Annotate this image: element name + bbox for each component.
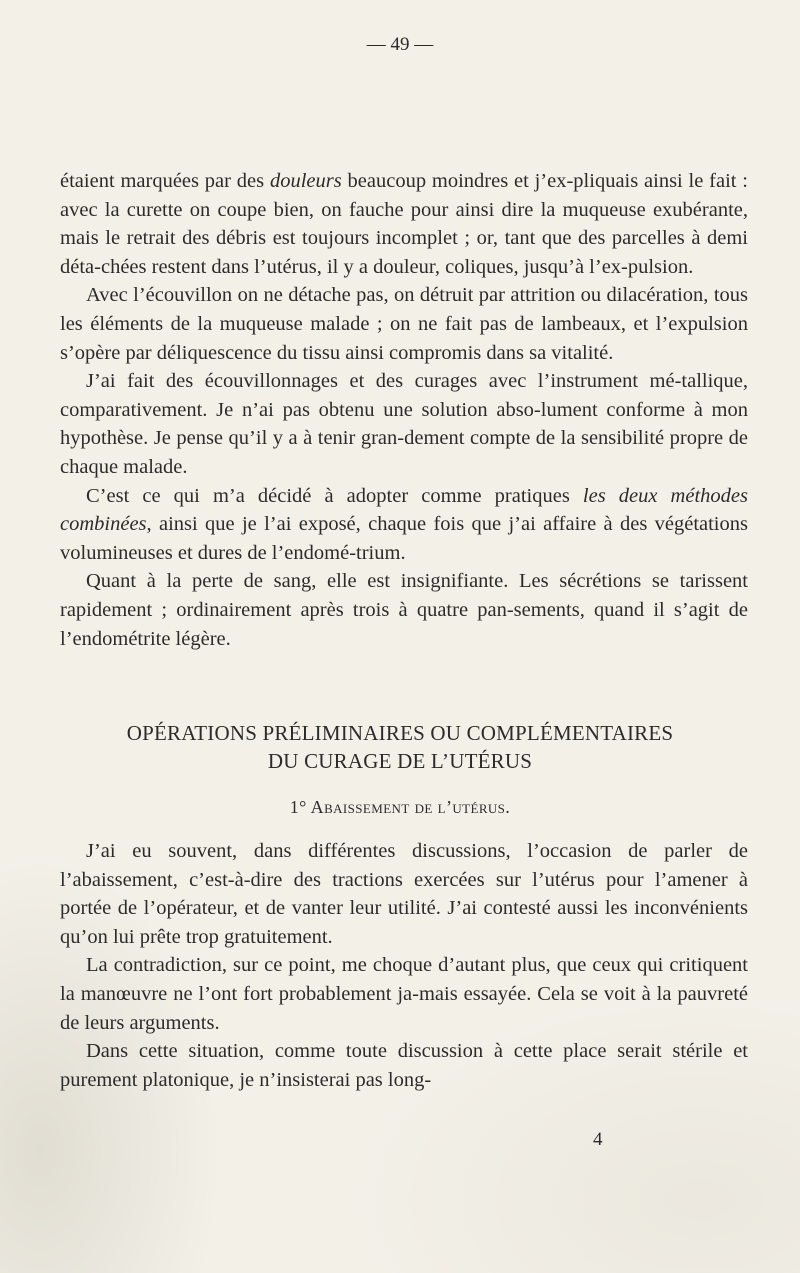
subsection-heading: 1° Abaissement de l’utérus. bbox=[289, 797, 511, 817]
paragraph-perte-de-sang: Quant à la perte de sang, elle est insignifiante. Les sécrétions se tarissent rapidement ; ordinairement après trois à quatre pan-sements, quand il s’agit de l’endométrite légère. bbox=[60, 570, 748, 650]
paragraph-abaissement: J’ai eu souvent, dans différentes discussions, l’occasion de parler de l’abaissement, c’est-à-dire des tractions exercées sur l’utérus pour l’amener à portée de l’opérateur, et de vanter leur utilité. J’ai contesté aussi les inconvénients qu’on lui prête trop gratuitement. bbox=[60, 840, 748, 948]
paragraph-situation: Dans cette situation, comme toute discussion à cette place serait stérile et purement platonique, je n’insisterai pas long- bbox=[60, 1040, 748, 1091]
section-heading-line-2: DU CURAGE DE L’UTÉRUS bbox=[267, 749, 533, 773]
paragraph-ecouvillon: Avec l’écouvillon on ne détache pas, on détruit par attrition ou dilacération, tous les éléments de la muqueuse malade ; on ne fait pas de lambeaux, et l’expulsion s’opère par déliquescence du tissu ainsi compromis dans sa vitalité. bbox=[60, 284, 748, 364]
paragraph-ecouvillonnages: J’ai fait des écouvillonnages et des curages avec l’instrument mé-tallique, comparativement. Je n’ai pas obtenu une solution abso-lument conforme à mon hypothèse. Je pense qu’il y a à tenir gran-dement compte de la sensibilité propre de chaque malade. bbox=[60, 370, 748, 478]
paragraph-douleurs: étaient marquées par des douleurs beaucoup moindres et j’ex-pliquais ainsi le fait : avec la curette on coupe bien, on fauche pour ainsi dire la muqueuse exubérante, mais le retrait des débris est toujours incomplet ; or, tant que des parcelles à demi déta-chées restent dans l’utérus, il y a douleur, coliques, jusqu’à l’ex-pulsion. bbox=[60, 170, 748, 278]
paragraph-methodes-combinees: C’est ce qui m’a décidé à adopter comme pratiques les deux méthodes combinées, ainsi que je l’ai exposé, chaque fois que j’ai affaire à des végétations volumineuses et dures de l’endomé-trium. bbox=[60, 484, 748, 564]
paragraph-contradiction: La contradiction, sur ce point, me choque d’autant plus, que ceux qui critiquent la manœuvre ne l’ont fort probablement ja-mais essayée. Cela se voit à la pauvreté de leurs arguments. bbox=[60, 954, 748, 1034]
page-number: — 49 — bbox=[366, 34, 434, 55]
section-heading-line-1: OPÉRATIONS PRÉLIMINAIRES OU COMPLÉMENTAIRES bbox=[126, 721, 674, 745]
signature-mark: 4 bbox=[593, 1129, 603, 1150]
body-text-top bbox=[60, 167, 748, 653]
body-text-bottom bbox=[60, 837, 748, 1094]
